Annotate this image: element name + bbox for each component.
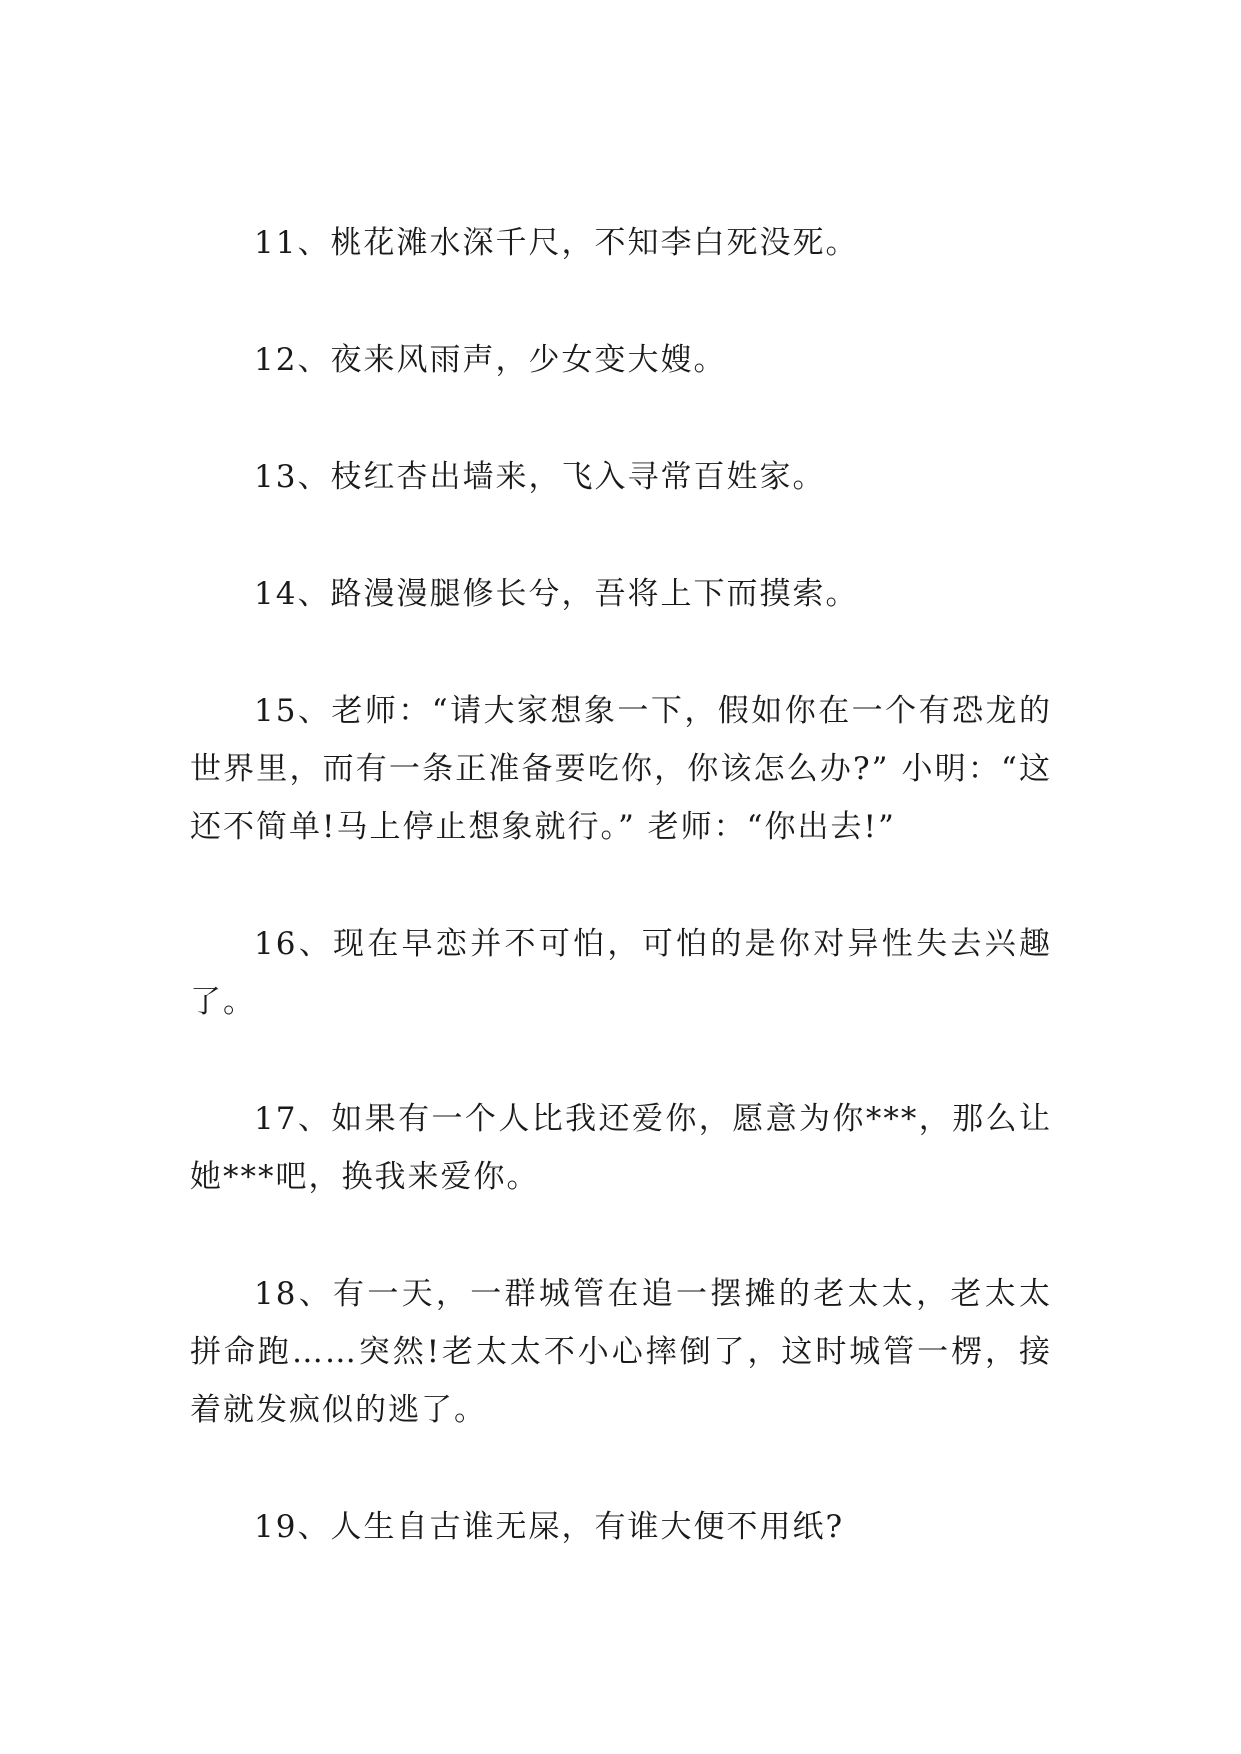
paragraph-19: 19、人生自古谁无屎，有谁大便不用纸? xyxy=(254,1509,845,1545)
paragraph-15: 15、老师：“请大家想象一下，假如你在一个有恐龙的世界里，而有一条正准备要吃你，你该怎么办?” 小明：“这还不简单!马上停止想象就行。” 老师：“你出去!” xyxy=(190,693,1052,845)
paragraph-11: 11、桃花滩水深千尺，不知李白死没死。 xyxy=(254,225,859,261)
paragraph-12: 12、夜来风雨声，少女变大嫂。 xyxy=(254,342,727,378)
paragraph-17: 17、如果有一个人比我还爱你，愿意为你***，那么让她***吧，换我来爱你。 xyxy=(190,1101,1052,1195)
paragraph-14: 14、路漫漫腿修长兮，吾将上下而摸索。 xyxy=(254,576,859,612)
paragraph-16: 16、现在早恋并不可怕，可怕的是你对异性失去兴趣了。 xyxy=(190,926,1052,1020)
paragraph-13: 13、枝红杏出墙来，飞入寻常百姓家。 xyxy=(254,459,826,495)
document-body xyxy=(190,214,1052,1615)
paragraph-18: 18、有一天，一群城管在追一摆摊的老太太，老太太拼命跑……突然!老太太不小心摔倒了，这时城管一楞，接着就发疯似的逃了。 xyxy=(190,1276,1052,1428)
